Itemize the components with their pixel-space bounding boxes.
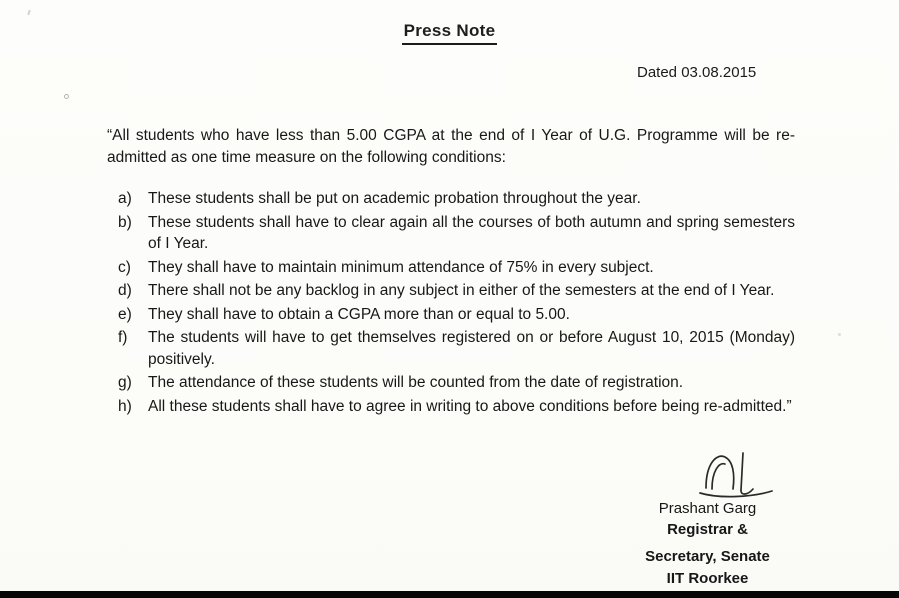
intro-paragraph: “All students who have less than 5.00 CGPA at the end of I Year of U.G. Programme will be re-admitted as one time measure on the following conditions:: [107, 127, 795, 166]
condition-label: d): [118, 282, 132, 299]
signatory-name: Prashant Garg: [658, 500, 757, 517]
condition-item: [107, 327, 795, 370]
condition-item: [107, 212, 795, 255]
condition-text: The students will have to get themselves registered on or before August 10, 2015 (Monday) positively.: [148, 329, 795, 368]
title-row: [0, 21, 899, 45]
date-line: Dated 03.08.2015: [637, 64, 757, 81]
condition-text: These students shall have to clear again all the courses of both autumn and spring semesters of I Year.: [148, 213, 795, 252]
condition-label: a): [118, 190, 132, 207]
condition-item: [107, 280, 795, 302]
condition-label: f): [118, 329, 128, 346]
signatory-role-line2: Secretary, Senate: [645, 548, 770, 565]
condition-label: c): [118, 258, 131, 276]
signature-scribble-icon: [698, 448, 778, 498]
condition-text: They shall have to maintain minimum attendance of 75% in every subject.: [148, 258, 654, 276]
scan-artifact: [838, 333, 841, 336]
scan-edge-bar: [0, 591, 899, 598]
scan-artifact: [27, 10, 31, 15]
condition-item: [107, 304, 795, 326]
scan-artifact: [64, 94, 69, 99]
page-title: Press Note: [402, 21, 498, 45]
signature-block: [600, 448, 815, 587]
condition-item: [107, 396, 795, 418]
conditions-list: [107, 188, 795, 417]
condition-item: [107, 188, 795, 210]
condition-item: [107, 257, 795, 279]
condition-text: There shall not be any backlog in any subject in either of the semesters at the end of I Year.: [148, 282, 775, 299]
condition-label: h): [118, 397, 132, 415]
condition-text: These students shall be put on academic probation throughout the year.: [148, 190, 641, 207]
condition-text: They shall have to obtain a CGPA more than or equal to 5.00.: [148, 305, 570, 323]
signatory-organization: IIT Roorkee: [666, 570, 749, 587]
condition-label: e): [118, 305, 132, 323]
condition-label: b): [118, 213, 132, 231]
signatory-role-line1: Registrar &: [667, 521, 748, 538]
condition-label: g): [118, 374, 132, 391]
document-body: [107, 125, 795, 419]
condition-text: All these students shall have to agree in writing to above conditions before being re-admitted.”: [148, 397, 792, 415]
condition-text: The attendance of these students will be counted from the date of registration.: [148, 374, 684, 391]
condition-item: [107, 372, 795, 394]
signature-area: [600, 448, 815, 498]
